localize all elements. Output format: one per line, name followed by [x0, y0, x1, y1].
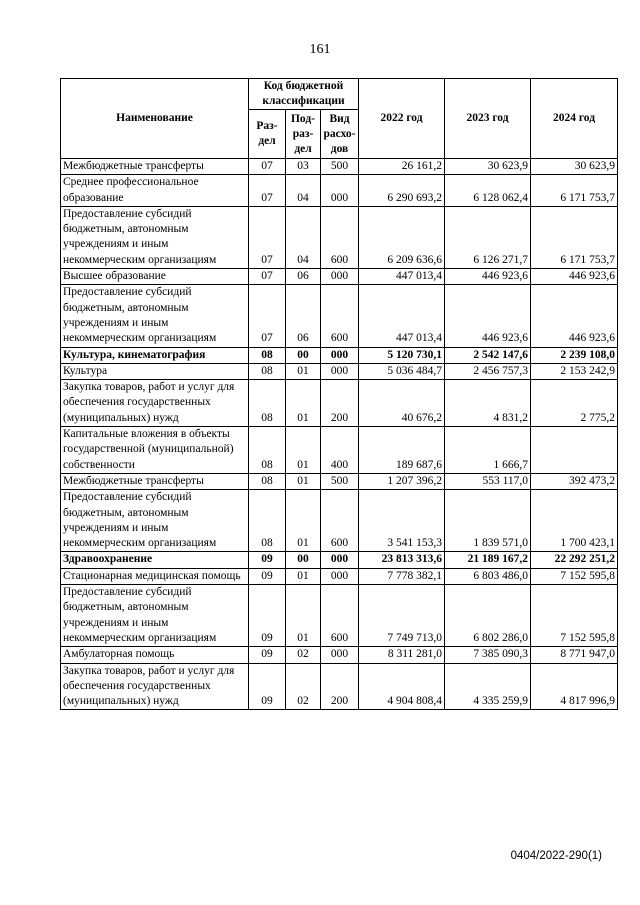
row-value-2022: 3 541 153,3	[359, 490, 445, 552]
row-subsection: 06	[286, 285, 321, 347]
row-subsection: 01	[286, 568, 321, 584]
header-section: Раз- дел	[249, 110, 286, 159]
row-value-2023: 4 335 259,9	[445, 663, 531, 710]
row-value-2023: 553 117,0	[445, 473, 531, 489]
row-expense-type: 000	[321, 269, 359, 285]
table-row	[61, 363, 618, 379]
row-value-2022: 1 207 396,2	[359, 473, 445, 489]
header-2024: 2024 год	[531, 79, 618, 159]
row-subsection: 01	[286, 380, 321, 427]
row-value-2024: 7 152 595,8	[531, 568, 618, 584]
row-subsection: 01	[286, 363, 321, 379]
row-name: Предоставление субсидий бюджетным, автономным учреждениям и иным некоммерческим организациям	[61, 285, 249, 347]
row-value-2024: 392 473,2	[531, 473, 618, 489]
row-value-2022: 5 120 730,1	[359, 347, 445, 363]
row-value-2024: 1 700 423,1	[531, 490, 618, 552]
table-row	[61, 473, 618, 489]
table-row	[61, 347, 618, 363]
row-expense-type: 000	[321, 347, 359, 363]
row-subsection: 00	[286, 552, 321, 568]
row-subsection: 04	[286, 175, 321, 207]
header-2023: 2023 год	[445, 79, 531, 159]
row-value-2023: 6 128 062,4	[445, 175, 531, 207]
table-row	[61, 269, 618, 285]
row-expense-type: 500	[321, 159, 359, 175]
row-name: Межбюджетные трансферты	[61, 159, 249, 175]
row-section: 08	[249, 380, 286, 427]
row-section: 09	[249, 663, 286, 710]
row-value-2023: 2 456 757,3	[445, 363, 531, 379]
row-value-2022: 23 813 313,6	[359, 552, 445, 568]
row-expense-type: 500	[321, 473, 359, 489]
header-2022: 2022 год	[359, 79, 445, 159]
row-subsection: 01	[286, 473, 321, 489]
row-name: Амбулаторная помощь	[61, 647, 249, 663]
row-expense-type: 000	[321, 647, 359, 663]
row-subsection: 01	[286, 490, 321, 552]
row-value-2023: 30 623,9	[445, 159, 531, 175]
row-value-2023: 446 923,6	[445, 269, 531, 285]
row-value-2023: 2 542 147,6	[445, 347, 531, 363]
row-name: Здравоохранение	[61, 552, 249, 568]
row-section: 09	[249, 568, 286, 584]
row-subsection: 02	[286, 647, 321, 663]
row-expense-type: 200	[321, 380, 359, 427]
row-expense-type: 600	[321, 585, 359, 647]
row-value-2022: 26 161,2	[359, 159, 445, 175]
row-value-2022: 447 013,4	[359, 285, 445, 347]
row-value-2024: 7 152 595,8	[531, 585, 618, 647]
header-row-1	[61, 79, 618, 110]
table-row	[61, 585, 618, 647]
row-value-2022: 7 778 382,1	[359, 568, 445, 584]
row-name: Предоставление субсидий бюджетным, автономным учреждениям и иным некоммерческим организациям	[61, 206, 249, 268]
row-subsection: 00	[286, 347, 321, 363]
table-row	[61, 159, 618, 175]
row-section: 08	[249, 427, 286, 474]
row-value-2024	[531, 427, 618, 474]
header-code-group: Код бюджетной классификации	[249, 79, 359, 110]
row-value-2023: 6 802 286,0	[445, 585, 531, 647]
row-value-2022: 4 904 808,4	[359, 663, 445, 710]
row-value-2023: 446 923,6	[445, 285, 531, 347]
row-value-2024: 446 923,6	[531, 285, 618, 347]
row-expense-type: 000	[321, 175, 359, 207]
row-value-2022: 7 749 713,0	[359, 585, 445, 647]
row-value-2024: 30 623,9	[531, 159, 618, 175]
row-value-2024: 446 923,6	[531, 269, 618, 285]
row-value-2024: 2 775,2	[531, 380, 618, 427]
row-section: 08	[249, 363, 286, 379]
row-expense-type: 000	[321, 552, 359, 568]
header-name: Наименование	[61, 79, 249, 159]
row-name: Предоставление субсидий бюджетным, автономным учреждениям и иным некоммерческим организациям	[61, 585, 249, 647]
row-expense-type: 400	[321, 427, 359, 474]
row-value-2023: 21 189 167,2	[445, 552, 531, 568]
row-expense-type: 000	[321, 568, 359, 584]
row-section: 08	[249, 490, 286, 552]
row-value-2023: 7 385 090,3	[445, 647, 531, 663]
header-subsection: Под- раз- дел	[286, 110, 321, 159]
row-name: Закупка товаров, работ и услуг для обеспечения государственных (муниципальных) нужд	[61, 380, 249, 427]
document-code: 0404/2022-290(1)	[510, 850, 602, 862]
row-section: 07	[249, 206, 286, 268]
row-section: 09	[249, 552, 286, 568]
row-value-2022: 6 209 636,6	[359, 206, 445, 268]
row-subsection: 04	[286, 206, 321, 268]
table-row	[61, 285, 618, 347]
row-value-2024: 2 153 242,9	[531, 363, 618, 379]
row-section: 09	[249, 585, 286, 647]
row-value-2023: 6 803 486,0	[445, 568, 531, 584]
row-value-2022: 447 013,4	[359, 269, 445, 285]
row-value-2023: 1 666,7	[445, 427, 531, 474]
row-section: 09	[249, 647, 286, 663]
row-value-2024: 22 292 251,2	[531, 552, 618, 568]
row-name: Стационарная медицинская помощь	[61, 568, 249, 584]
row-value-2024: 8 771 947,0	[531, 647, 618, 663]
row-section: 07	[249, 175, 286, 207]
row-expense-type: 000	[321, 363, 359, 379]
row-section: 08	[249, 347, 286, 363]
row-value-2024: 4 817 996,9	[531, 663, 618, 710]
row-value-2023: 1 839 571,0	[445, 490, 531, 552]
header-expense-type: Вид расхо- дов	[321, 110, 359, 159]
table-row	[61, 647, 618, 663]
row-subsection: 06	[286, 269, 321, 285]
row-name: Закупка товаров, работ и услуг для обеспечения государственных (муниципальных) нужд	[61, 663, 249, 710]
page-number: 161	[309, 42, 331, 57]
row-section: 07	[249, 285, 286, 347]
budget-table	[60, 78, 618, 710]
table-row	[61, 380, 618, 427]
row-expense-type: 600	[321, 490, 359, 552]
row-section: 07	[249, 159, 286, 175]
table-row	[61, 490, 618, 552]
table-row	[61, 427, 618, 474]
row-value-2024: 2 239 108,0	[531, 347, 618, 363]
row-expense-type: 600	[321, 285, 359, 347]
row-value-2024: 6 171 753,7	[531, 175, 618, 207]
table-row	[61, 206, 618, 268]
row-subsection: 02	[286, 663, 321, 710]
table-row	[61, 552, 618, 568]
row-section: 07	[249, 269, 286, 285]
row-value-2023: 6 126 271,7	[445, 206, 531, 268]
row-subsection: 01	[286, 427, 321, 474]
row-name: Межбюджетные трансферты	[61, 473, 249, 489]
row-value-2022: 40 676,2	[359, 380, 445, 427]
table-row	[61, 568, 618, 584]
row-value-2022: 8 311 281,0	[359, 647, 445, 663]
row-name: Капитальные вложения в объекты государственной (муниципальной) собственности	[61, 427, 249, 474]
row-subsection: 03	[286, 159, 321, 175]
row-expense-type: 200	[321, 663, 359, 710]
row-name: Культура, кинематография	[61, 347, 249, 363]
row-name: Среднее профессиональное образование	[61, 175, 249, 207]
row-value-2024: 6 171 753,7	[531, 206, 618, 268]
row-value-2022: 189 687,6	[359, 427, 445, 474]
row-name: Культура	[61, 363, 249, 379]
table-body	[61, 159, 618, 710]
row-expense-type: 600	[321, 206, 359, 268]
row-value-2022: 6 290 693,2	[359, 175, 445, 207]
row-name: Высшее образование	[61, 269, 249, 285]
row-value-2022: 5 036 484,7	[359, 363, 445, 379]
table-row	[61, 663, 618, 710]
row-section: 08	[249, 473, 286, 489]
row-value-2023: 4 831,2	[445, 380, 531, 427]
row-name: Предоставление субсидий бюджетным, автономным учреждениям и иным некоммерческим организациям	[61, 490, 249, 552]
row-subsection: 01	[286, 585, 321, 647]
table-row	[61, 175, 618, 207]
